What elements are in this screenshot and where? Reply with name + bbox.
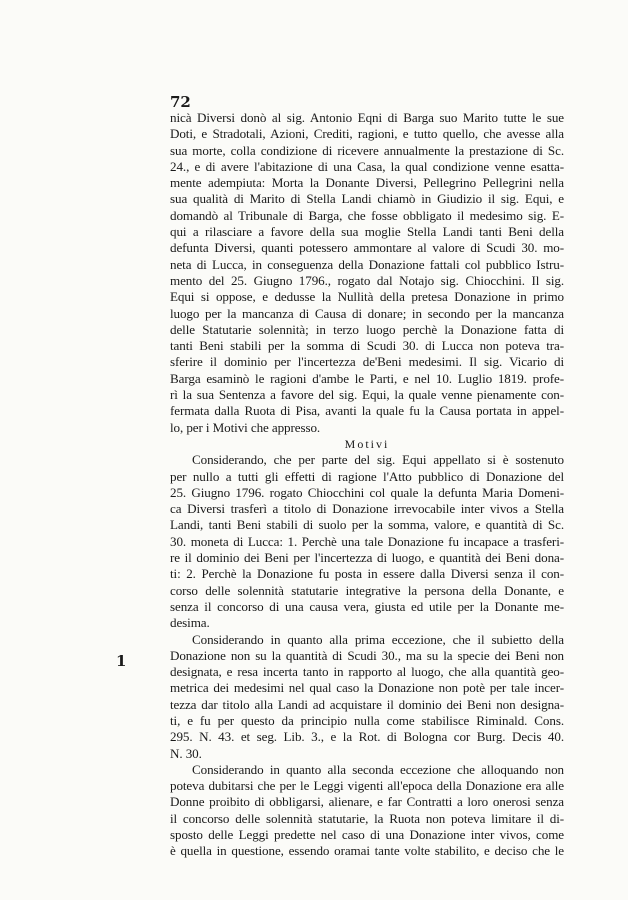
text-line: luogo per la mancanza di Causa di donare; in secondo per la mancanza <box>170 305 564 321</box>
text-line: Equi si oppose, e dedusse la Nullità della pretesa Donazione in primo <box>170 289 564 305</box>
text-line: domandò al Tribunale di Barga, che fosse obbligato il medesimo sig. E- <box>170 207 564 223</box>
text-line: neta di Lucca, in conseguenza della Donazione fattali col pubblico Istru- <box>170 256 564 272</box>
text-line: re il dominio dei Beni per l'incertezza di luogo, e quantità dei Beni dona- <box>170 550 564 566</box>
page-number: 72 <box>170 93 191 111</box>
text-line: defunta Diversi, quanti potessero ammontare al valore di Scudi 30. mo- <box>170 240 564 256</box>
text-line: 30. moneta di Lucca: 1. Perchè una tale Donazione fu incapace a trasferi- <box>170 533 564 549</box>
text-line: ti, e fu per questo da principio nulla come stabilisce Riminald. Cons. <box>170 712 564 728</box>
text-line: senza il concorso di una causa vera, giusta ed utile per la Donante me- <box>170 598 564 614</box>
text-line: nicà Diversi donò al sig. Antonio Eqni di Barga suo Marito tutte le sue <box>170 110 564 125</box>
text-line: sua qualità di Marito di Stella Landi chiamò in Giudizio il sig. Equi, e <box>170 191 564 207</box>
text-line: qui a rilasciare a favore della sua moglie Stella Landi tanti Beni della <box>170 224 564 240</box>
text-line: per nullo a tutti gli effetti di ragione l'Atto pubblico di Donazione del <box>170 468 564 484</box>
text-line: è quella in questione, essendo oramai tante volte stabilito, e deciso che le <box>170 843 564 859</box>
text-line: tanti Beni stabili per la somma di Scudi 30. di Lucca non poteva tra- <box>170 338 564 354</box>
text-line: sua morte, colla condizione di ricevere annualmente la prestazione di Sc. <box>170 142 564 158</box>
text-line: fermata dalla Ruota di Pisa, avanti la quale fu la Causa portata in appel- <box>170 403 564 419</box>
text-line: mente adempiuta: Morta la Donante Diversi, Pellegrino Pellegrini nella <box>170 175 564 191</box>
text-line: poteva dubitarsi che per le Leggi vigenti all'epoca della Donazione era alle <box>170 778 564 794</box>
text-line: Doti, e Stradotali, Azioni, Crediti, ragioni, e tutto quello, che avesse alla <box>170 126 564 142</box>
text-line: 24., e di avere l'abitazione di una Casa, la qual condizione venne esatta- <box>170 158 564 174</box>
text-line: metrica dei medesimi nel qual caso la Donazione non potè per tale incer- <box>170 680 564 696</box>
text-line: corso delle solennità statutarie integrative la persona della Donante, e <box>170 582 564 598</box>
text-line: ca Diversi trasferì a titolo di Donazione irrevocabile inter vivos a Stella <box>170 501 564 517</box>
text-line: 25. Giugno 1796. rogato Chiocchini col quale la defunta Maria Domeni- <box>170 484 564 500</box>
text-line: Considerando in quanto alla seconda eccezione che alloquando non <box>192 761 564 777</box>
text-line: Considerando, che per parte del sig. Equi appellato si è sostenuto <box>192 452 564 468</box>
text-line: desima. <box>170 615 210 631</box>
text-line: rì la sua Sentenza a favore del sig. Equi, la quale venne pienamente con- <box>170 387 564 403</box>
text-line: sferire il dominio per l'incertezza de'Beni medesimi. Il sig. Vicario di <box>170 354 564 370</box>
text-line: Considerando in quanto alla prima eccezione, che il subietto della <box>192 631 564 647</box>
text-line: ti: 2. Perchè la Donazione fu posta in essere dalla Diversi senza il con- <box>170 566 564 582</box>
text-line: delle Statutarie solennità; in terzo luogo perchè la Donazione fatta di <box>170 321 564 337</box>
text-line: Landi, tanti Beni stabili di suolo per la somma, valore, e quantità di Sc. <box>170 517 564 533</box>
text-line: tezza dar titolo alla Landi ad acquistare il dominio dei Beni non designa- <box>170 696 564 712</box>
text-line: Barga esaminò le ragioni d'ambe le Parti, e nel 10. Luglio 1819. profe- <box>170 370 564 386</box>
margin-mark: 1 <box>116 652 127 670</box>
text-line: sposto delle Leggi predette nel caso di una Donazione inter vivos, come <box>170 827 564 843</box>
text-line: mento del 25. Giugno 1796., rogato dal Notajo sig. Chiocchini. Il sig. <box>170 272 564 288</box>
text-line: Donne proibito di obbligarsi, alienare, e far Contratti a loro onerosi senza <box>170 794 564 810</box>
text-block <box>170 110 564 860</box>
text-line: Motivi <box>344 436 390 451</box>
text-line: Donazione non su la quantità di Scudi 30., ma su la specie dei Beni non <box>170 647 564 663</box>
text-line: N. 30. <box>170 745 202 761</box>
text-line: lo, per i Motivi che appresso. <box>170 419 321 435</box>
text-line: 295. N. 43. et seg. Lib. 3., e la Rot. di Bologna cor Burg. Decis 40. <box>170 729 564 745</box>
text-line: il concorso delle solennità statutarie, la Ruota non poteva limitare il di- <box>170 810 564 826</box>
text-line: designata, e resa incerta tanto in rapporto al luogo, che alla quantità geo- <box>170 664 564 680</box>
